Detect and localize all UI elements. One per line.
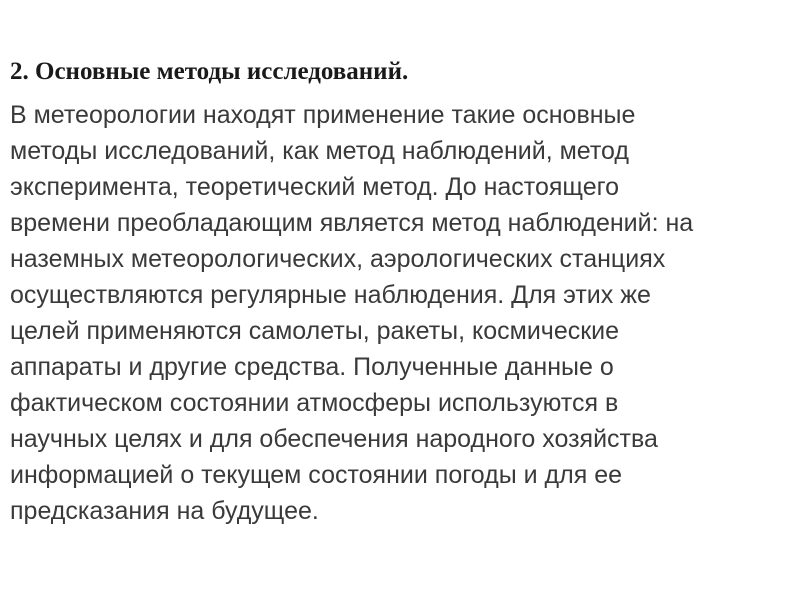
paragraph-line: научных целях и для обеспечения народного хозяйства <box>10 425 658 453</box>
paragraph-line: информацией о текущем состоянии погоды и для ее <box>10 461 623 489</box>
paragraph-line: В метеорологии находят применение такие основные <box>10 101 636 129</box>
paragraph-line: времени преобладающим является метод наблюдений: на <box>10 209 694 237</box>
paragraph-line: наземных метеорологических, аэрологических станциях <box>10 245 666 273</box>
paragraph-line: аппараты и другие средства. Полученные данные о <box>10 353 614 381</box>
paragraph-line: предсказания на будущее. <box>10 497 319 525</box>
paragraph-line: эксперимента, теоретический метод. До настоящего <box>10 173 620 201</box>
body-paragraph <box>10 97 693 529</box>
paragraph-line: фактическом состоянии атмосферы используются в <box>10 389 619 417</box>
paragraph-line: целей применяются самолеты, ракеты, космические <box>10 317 620 345</box>
section-heading: 2. Основные методы исследований. <box>10 58 409 85</box>
paragraph-line: методы исследований, как метод наблюдений, метод <box>10 137 629 165</box>
paragraph-line: осуществляются регулярные наблюдения. Для этих же <box>10 281 651 309</box>
